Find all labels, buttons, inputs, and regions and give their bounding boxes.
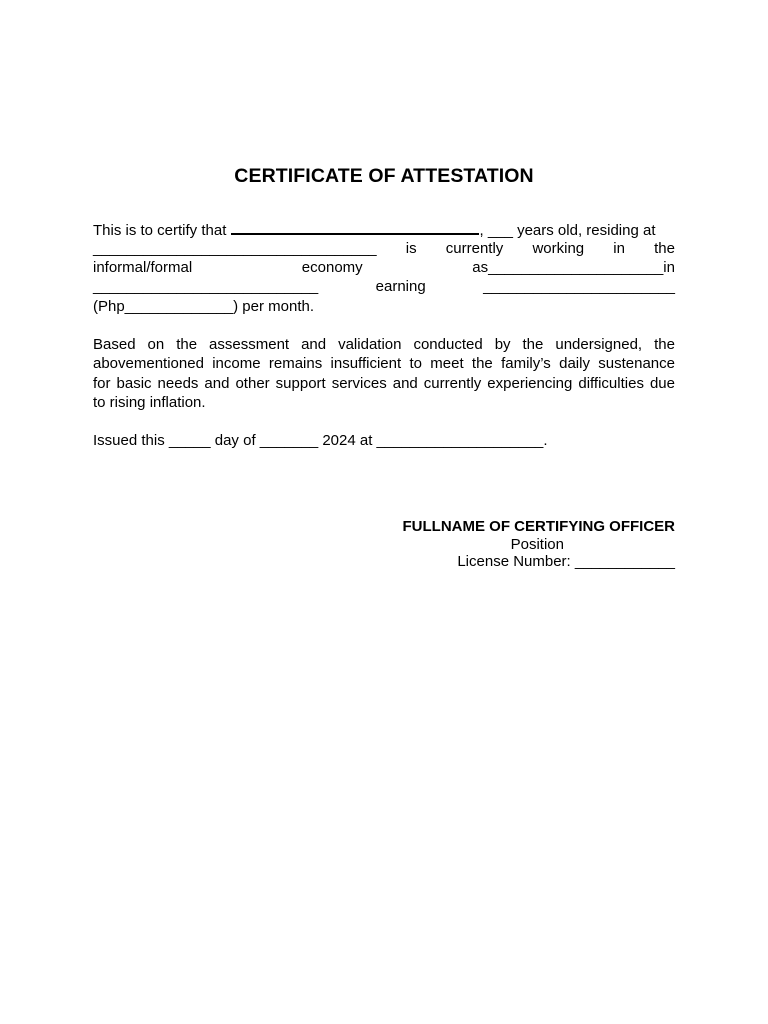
word-earning: earning [375, 278, 426, 295]
p2-word: undersigned, [555, 336, 643, 353]
earning-blank: _______________________ [483, 278, 675, 295]
para1-line2 [93, 239, 675, 258]
word-economy: economy [301, 259, 363, 276]
para2-line4: to rising inflation. [93, 394, 206, 411]
para1-line5: (Php_____________) per month. [93, 298, 315, 315]
license-number: License Number: ____________ [457, 553, 675, 570]
word-working: working [532, 240, 585, 257]
age-residing-text: , ___ years old, residing at [479, 222, 656, 239]
word-in: in [613, 240, 625, 257]
certify-label: This is to certify that [93, 222, 227, 239]
word-the: the [654, 240, 675, 257]
name-blank [231, 220, 479, 235]
p2-word: the [654, 336, 675, 353]
document-title: CERTIFICATE OF ATTESTATION [234, 165, 534, 187]
issued-line: Issued this _____ day of _______ 2024 at ____________________. [93, 432, 548, 449]
word-currently: currently [445, 240, 504, 257]
p2-word: and [301, 336, 327, 353]
p2-word: the [522, 336, 544, 353]
signatory-position: Position [510, 536, 564, 553]
p2-word: conducted [413, 336, 483, 353]
signatory-name: FULLNAME OF CERTIFYING OFFICER [402, 518, 675, 535]
p2-word: by [494, 336, 511, 353]
para2-line3: for basic needs and other support services and currently experiencing difficulties due [93, 375, 675, 392]
occupation-blank: as_____________________in [472, 259, 675, 276]
address-blank: __________________________________ [93, 240, 377, 257]
p2-word: validation [338, 336, 402, 353]
para1-line1 [93, 220, 675, 240]
para2-line2: abovementioned income remains insufficient to meet the family’s daily sustenance [93, 355, 675, 372]
p2-word: on [147, 336, 165, 353]
word-informal-formal: informal/formal [93, 259, 193, 276]
word-is: is [405, 240, 417, 257]
p2-word: Based [93, 336, 136, 353]
p2-word: the [176, 336, 198, 353]
certify-lead-text [93, 220, 655, 240]
para2-line1 [93, 335, 675, 354]
para1-line3 [93, 258, 675, 277]
para1-line4 [93, 277, 675, 296]
p2-word: assessment [209, 336, 290, 353]
location-blank: ___________________________ [93, 278, 319, 295]
document-page [93, 0, 675, 1024]
